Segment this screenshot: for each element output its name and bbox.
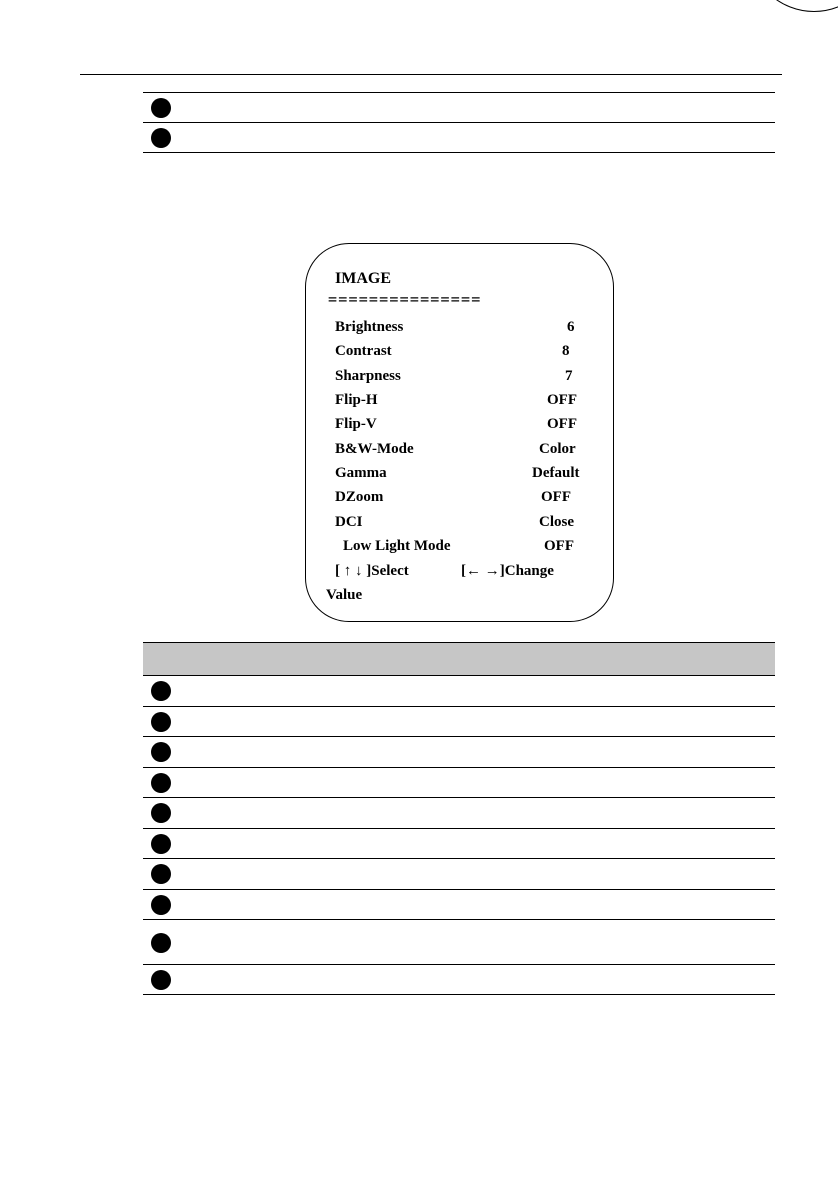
table-body [143,676,775,995]
bullet-dot-icon [151,834,171,854]
bullet-dot-icon [151,970,171,990]
osd-item-label: Low Light Mode [343,538,451,554]
osd-item-value: Color [539,441,576,457]
table-row [143,707,775,737]
bullet-dot-icon [151,742,171,762]
bullet-dot-icon [151,98,171,118]
table-row [143,859,775,890]
osd-item-label: Brightness [335,319,404,335]
table-row [143,829,775,859]
osd-hint-change: [← →]Change [461,563,554,579]
osd-item-value: 8 [562,343,570,359]
table-header [143,642,775,676]
osd-item-contrast [335,343,587,363]
table-row [143,798,775,829]
top-row [143,123,775,153]
bullet-dot-icon [151,864,171,884]
bullet-dot-icon [151,712,171,732]
osd-menu [305,243,614,622]
osd-item-dci [335,514,587,534]
osd-item-value: OFF [541,489,571,505]
table-row [143,920,775,965]
osd-item-value: OFF [547,416,577,432]
osd-item-label: Gamma [335,465,387,481]
bullet-dot-icon [151,895,171,915]
osd-item-value: 6 [567,319,575,335]
osd-item-brightness [335,319,587,339]
osd-item-flip-v [335,416,587,436]
osd-item-label: Contrast [335,343,392,359]
osd-item-label: DZoom [335,489,384,505]
table-row [143,676,775,707]
osd-item-value: 7 [565,368,573,384]
top-rows [143,92,775,153]
osd-item-label: DCI [335,514,363,530]
osd-item-value: OFF [544,538,574,554]
osd-item-label: B&W-Mode [335,441,414,457]
osd-item-bw-mode [335,441,587,461]
osd-item-value: Default [532,465,580,481]
osd-item-sharpness [335,368,587,388]
osd-hint-value: Value [326,587,363,603]
osd-hint-select: [ ↑ ↓ ]Select [335,563,409,579]
osd-item-label: Flip-V [335,416,377,432]
osd-menu-title: IMAGE [335,270,391,287]
bullet-dot-icon [151,803,171,823]
table-row [143,768,775,798]
osd-item-low-light-mode [335,538,587,558]
table-row [143,737,775,768]
top-row [143,92,775,123]
bullet-dot-icon [151,681,171,701]
osd-item-flip-h [335,392,587,412]
bullet-dot-icon [151,128,171,148]
header-rule [80,74,782,75]
osd-item-label: Sharpness [335,368,401,384]
table-row [143,965,775,995]
osd-item-label: Flip-H [335,392,378,408]
osd-item-value: OFF [547,392,577,408]
bullet-dot-icon [151,773,171,793]
corner-arc-decoration [748,0,838,12]
osd-item-dzoom [335,489,587,509]
osd-item-value: Close [539,514,574,530]
osd-separator: =============== [328,290,482,308]
osd-item-gamma [335,465,587,485]
table-row [143,890,775,920]
bullet-dot-icon [151,933,171,953]
